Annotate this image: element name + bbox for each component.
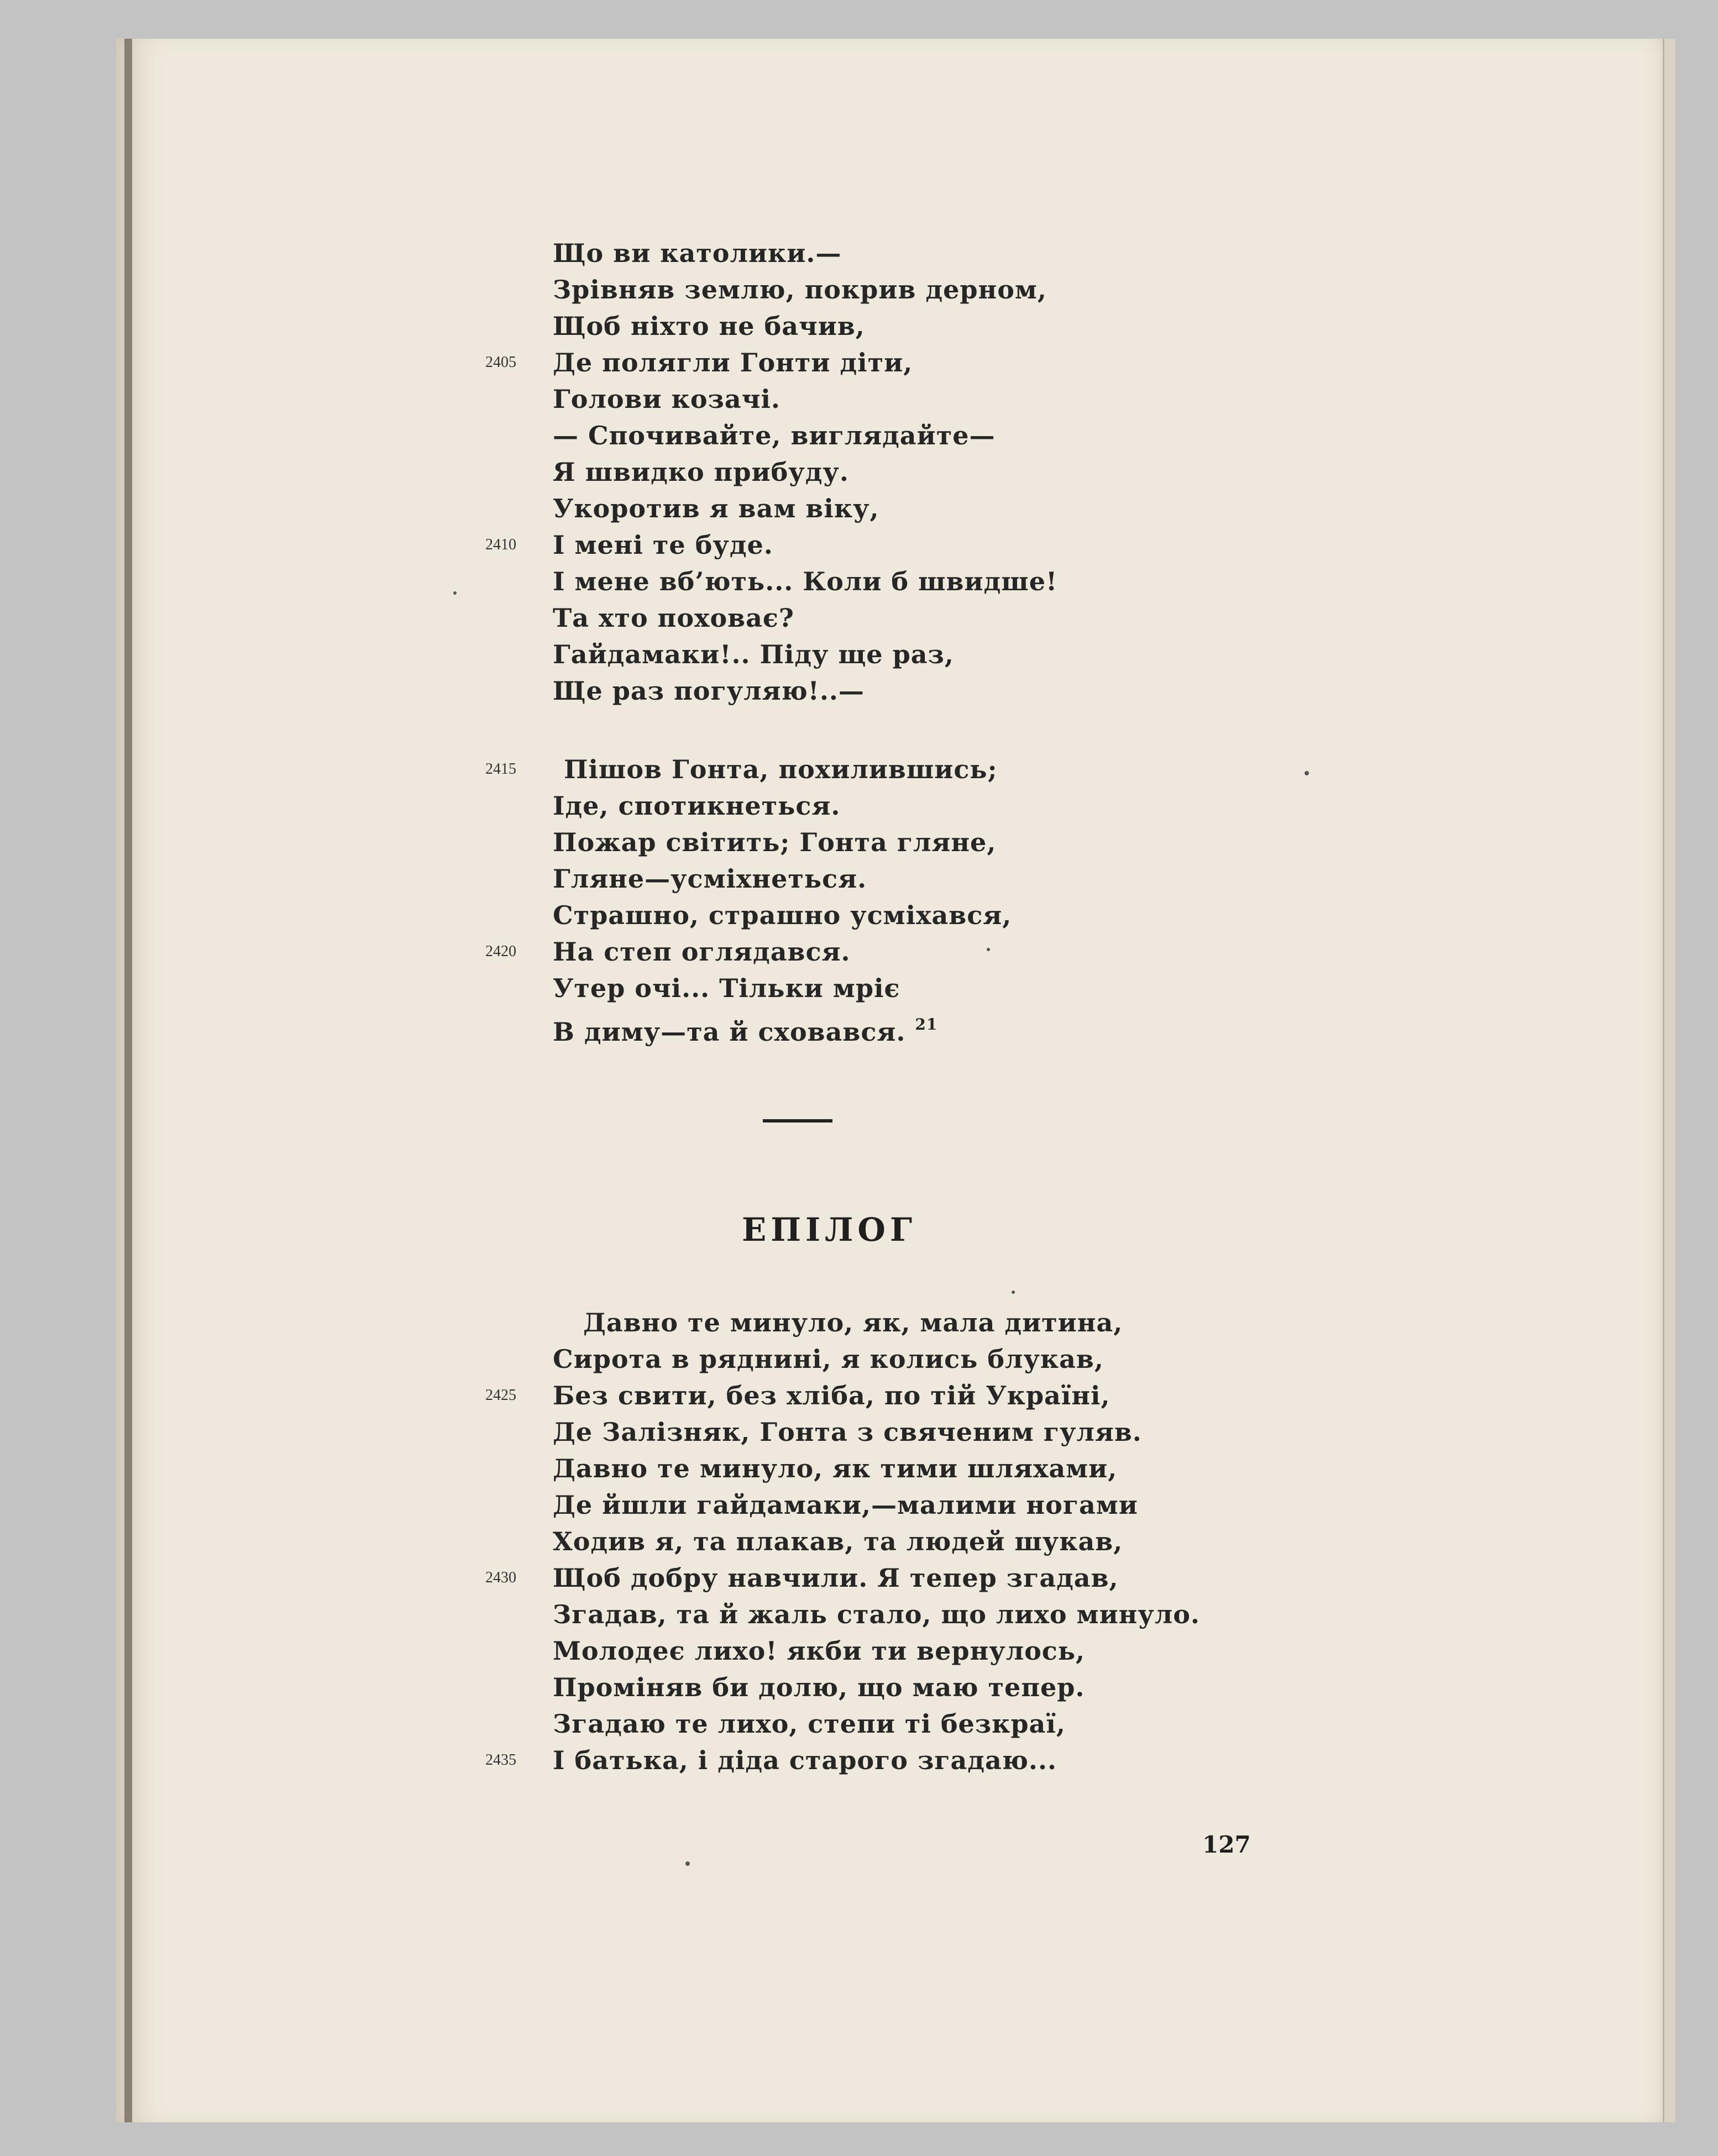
verse-line: Пішов Гонта, похилившись;	[564, 754, 998, 784]
verse-line: Утер очі... Тільки мріє	[553, 973, 900, 1003]
verse-line: Згадав, та й жаль стало, що лихо минуло.	[553, 1599, 1200, 1629]
verse-line: Давно те минуло, як тими шляхами,	[553, 1454, 1118, 1483]
paper-speck	[987, 948, 990, 951]
verse-line: Та хто поховає?	[553, 603, 794, 633]
verse-line: І батька, і діда старого згадаю...	[553, 1745, 1057, 1775]
line-number: 2415	[485, 760, 516, 778]
verse-line: Зрівняв землю, покрив дерном,	[553, 275, 1047, 305]
verse-line: Щоб ніхто не бачив,	[553, 311, 865, 341]
verse-line: Де Залізняк, Гонта з свяченим гуляв.	[553, 1417, 1142, 1447]
verse-line: Іде, спотикнеться.	[553, 791, 841, 821]
line-number: 2410	[485, 536, 516, 553]
verse-line: Укоротив я вам віку,	[553, 494, 879, 523]
line-number: 2405	[485, 354, 516, 371]
verse-line: Пожар світить; Гонта гляне,	[553, 827, 997, 857]
verse-line: Ходив я, та плакав, та людей шукав,	[553, 1526, 1123, 1556]
verse-line: Я швидко прибуду.	[553, 457, 849, 487]
verse-line: І мені те буде.	[553, 530, 773, 560]
verse-line: Молодеє лихо! якби ти вернулось,	[553, 1636, 1086, 1666]
page-number: 127	[1202, 1831, 1251, 1858]
page-edge	[1663, 39, 1675, 2122]
line-number: 2435	[485, 1751, 516, 1769]
verse-line: І мене вб’ють... Коли б швидше!	[553, 566, 1058, 596]
verse-line: Згадаю те лихо, степи ті безкраї,	[553, 1709, 1066, 1739]
verse-line: Гайдамаки!.. Піду ще раз,	[553, 639, 954, 669]
paper-speck	[1012, 1291, 1015, 1294]
page-gutter	[124, 39, 132, 2122]
verse-line	[553, 1006, 1492, 1050]
section-heading: ЕПІЛОГ	[742, 1211, 916, 1249]
verse-line: Голови козачі.	[553, 384, 781, 414]
paper-speck	[685, 1861, 690, 1866]
verse-line: Що ви католики.—	[553, 238, 842, 268]
verse-line: Ще раз погуляю!..—	[553, 676, 865, 706]
verse-line: Без свити, без хліба, по тій Україні,	[553, 1381, 1111, 1410]
verse-line: Де йшли гайдамаки,—малими ногами	[553, 1490, 1138, 1520]
verse-line: — Спочивайте, виглядайте—	[553, 421, 996, 450]
verse-line: Гляне—усміхнеться.	[553, 864, 867, 894]
footnote-mark: 21	[915, 1015, 938, 1034]
verse-line: На степ оглядався.	[553, 937, 851, 967]
verse-line: Давно те минуло, як, мала дитина,	[583, 1308, 1123, 1337]
paper-speck	[453, 591, 457, 595]
line-number: 2425	[485, 1387, 516, 1404]
paper-speck	[1305, 771, 1309, 775]
verse-line: Страшно, страшно усміхався,	[553, 900, 1012, 930]
verse-line: Щоб добру навчили. Я тепер згадав,	[553, 1563, 1119, 1593]
verse-text: В диму—та й сховався.	[553, 1017, 906, 1047]
section-separator	[763, 1119, 832, 1122]
line-number: 2420	[485, 943, 516, 960]
verse-line: Де полягли Гонти діти,	[553, 348, 913, 377]
verse-line: Сирота в ряднині, я колись блукав,	[553, 1344, 1104, 1374]
verse-line: Проміняв би долю, що маю тепер.	[553, 1672, 1085, 1702]
line-number: 2430	[485, 1569, 516, 1586]
